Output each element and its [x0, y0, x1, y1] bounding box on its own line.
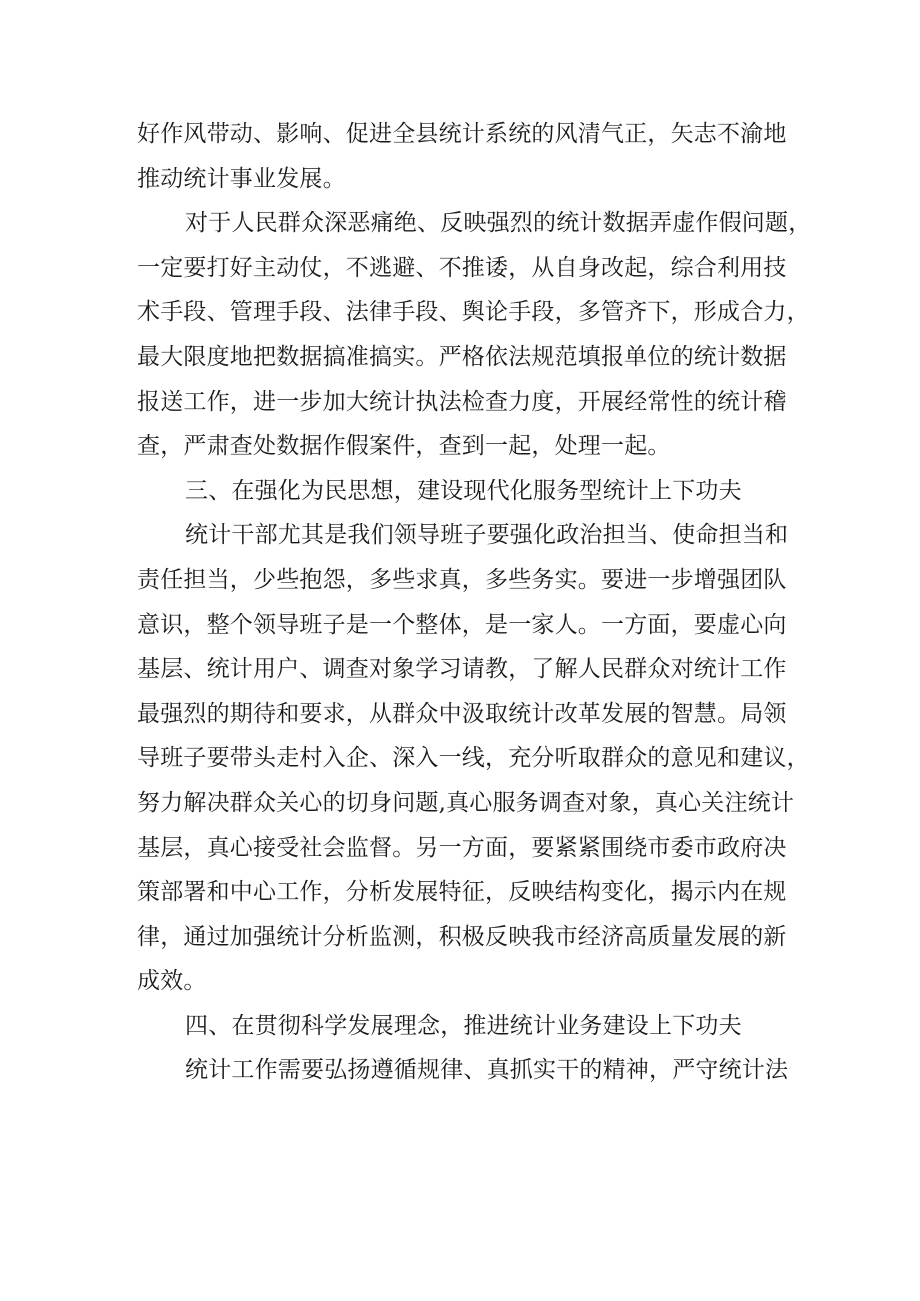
text-line: 一定要打好主动仗，不逃避、不推诿，从自身改起，综合利用技 [137, 254, 787, 281]
text-line: 最大限度地把数据搞准搞实。严格依法规范填报单位的统计数据 [137, 343, 787, 370]
text-line: 律，通过加强统计分析监测，积极反映我市经济高质量发展的新 [137, 923, 787, 950]
text-line: 基层、统计用户、调查对象学习请教，了解人民群众对统计工作 [137, 656, 787, 683]
text-line: 最强烈的期待和要求，从群众中汲取统计改革发展的智慧。局领 [137, 700, 787, 727]
paragraph-start-line: 对于人民群众深恶痛绝、反映强烈的统计数据弄虚作假问题， [185, 210, 812, 237]
text-line: 基层，真心接受社会监督。另一方面，要紧紧围绕市委市政府决 [137, 834, 787, 861]
text-line: 策部署和中心工作，分析发展特征，反映结构变化，揭示内在规 [137, 879, 787, 906]
text-line: 责任担当，少些抱怨，多些求真，多些务实。要进一步增强团队 [137, 566, 787, 593]
text-line: 好作风带动、影响、促进全县统计系统的风清气正，矢志不渝地 [137, 121, 787, 147]
text-line: 成效。 [137, 968, 207, 995]
section-heading-4: 四、在贯彻科学发展理念，推进统计业务建设上下功夫 [185, 1012, 742, 1039]
text-line: 导班子要带头走村入企、深入一线，充分听取群众的意见和建议， [137, 745, 810, 772]
text-line: 术手段、管理手段、法律手段、舆论手段，多管齐下，形成合力， [137, 299, 810, 326]
text-line: 查，严肃查处数据作假案件，查到一起，处理一起。 [137, 433, 671, 460]
text-line: 意识，整个领导班子是一个整体，是一家人。一方面，要虚心向 [137, 611, 787, 638]
paragraph-start-line: 统计工作需要弘扬遵循规律、真抓实干的精神，严守统计法 [185, 1057, 789, 1084]
text-line: 推动统计事业发展。 [137, 165, 346, 192]
paragraph-start-line: 统计干部尤其是我们领导班子要强化政治担当、使命担当和 [185, 522, 789, 549]
text-line: 报送工作，进一步加大统计执法检查力度，开展经常性的统计稽 [137, 388, 787, 415]
document-body [137, 112, 812, 1093]
text-line: 努力解决群众关心的切身问题,真心服务调查对象，真心关注统计 [137, 789, 795, 816]
section-heading-3: 三、在强化为民思想，建设现代化服务型统计上下功夫 [185, 477, 742, 504]
